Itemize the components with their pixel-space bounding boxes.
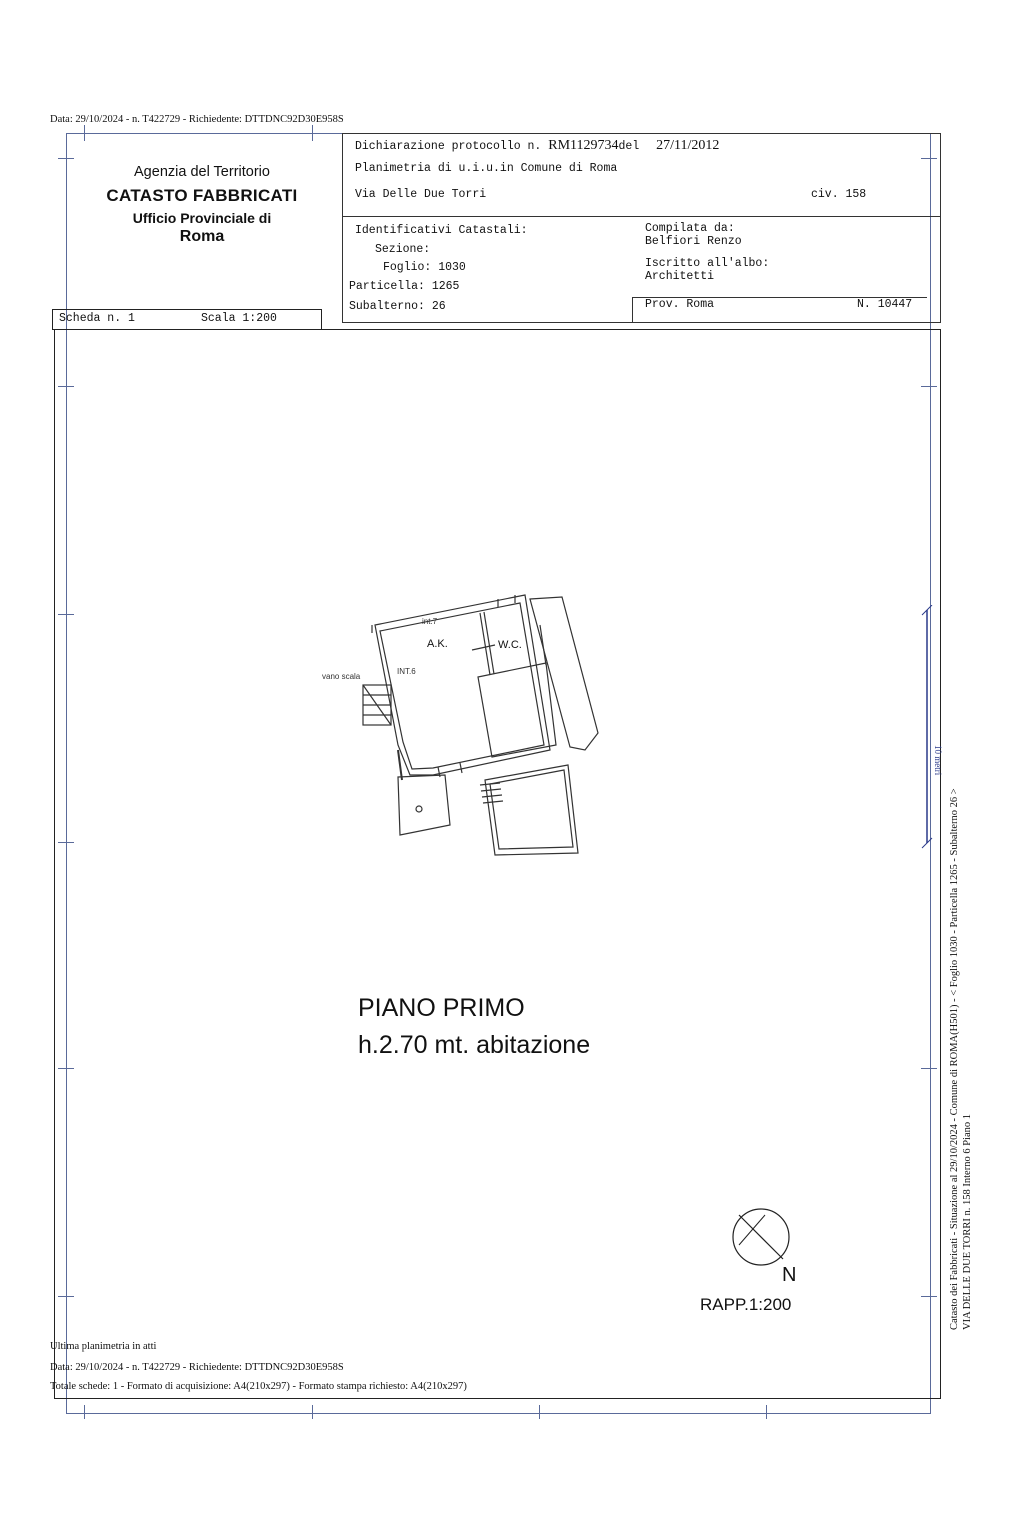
registration-tick xyxy=(539,1405,540,1419)
subalterno-field: Subalterno: 26 xyxy=(349,300,446,313)
compass-north-label: N xyxy=(782,1264,797,1286)
agency-header xyxy=(66,160,338,246)
planimetria-line: Planimetria di u.i.u.in Comune di Roma xyxy=(355,162,618,175)
wall-stub xyxy=(460,763,462,773)
del-label: del xyxy=(618,140,640,153)
request-info-top: Data: 29/10/2024 - n. T422729 - Richiedente: DTTDNC92D30E958S xyxy=(50,114,344,125)
floor-title xyxy=(358,990,590,1064)
box-divider xyxy=(632,298,633,322)
sezione-field: Sezione: xyxy=(375,243,431,256)
declaration-top-row xyxy=(343,134,940,217)
ultima-planimetria: Ultima planimetria in atti xyxy=(50,1341,157,1352)
registration-tick xyxy=(312,1405,313,1419)
annex-detail xyxy=(540,625,546,665)
partition-wall xyxy=(480,613,490,675)
terrace-inner xyxy=(490,770,573,849)
terrace-outline xyxy=(485,765,578,855)
plan-label-wc: W.C. xyxy=(498,639,522,651)
registration-tick xyxy=(58,158,74,159)
protocollo-number: RM1129734 xyxy=(548,138,619,153)
footer-formats: Totale schede: 1 - Formato di acquisizione: A4(210x297) - Formato stampa richiesto: A4(210x297) xyxy=(50,1381,467,1392)
drain-mark xyxy=(416,806,422,812)
albo-number: N. 10447 xyxy=(857,298,913,311)
side-line-1: Catasto dei Fabbricati - Situazione al 29/10/2024 - Comune di ROMA(H501) - < Foglio 1030 - Particella 1265 - Subalterno 26 > xyxy=(949,788,960,1330)
scheda-box xyxy=(52,309,322,330)
floor-name: PIANO PRIMO xyxy=(358,994,525,1022)
ufficio-label: Ufficio Provinciale di xyxy=(132,210,272,226)
declaration-bottom-row xyxy=(343,216,940,322)
protocollo-date: 27/11/2012 xyxy=(656,138,720,153)
side-cadastral-info xyxy=(948,788,974,1330)
registration-tick xyxy=(84,125,85,141)
balcony-outline xyxy=(398,775,450,835)
dichiarazione-prefix: Dichiarazione protocollo n. xyxy=(355,140,542,153)
catasto-title: CATASTO FABBRICATI xyxy=(106,186,298,205)
floor-plan-drawing xyxy=(300,585,620,865)
ufficio-city: Roma xyxy=(179,228,225,245)
north-compass-icon xyxy=(725,1205,815,1285)
compilata-name: Belfiori Renzo xyxy=(645,235,742,248)
iscritto-label: Iscritto all'albo: xyxy=(645,257,770,270)
registration-tick xyxy=(312,125,313,141)
annex-outline xyxy=(530,597,598,750)
scale-ruler xyxy=(915,605,945,850)
ruler-label: 10 metri xyxy=(933,745,943,776)
particella-field: Particella: 1265 xyxy=(349,280,460,293)
iscritto-value: Architetti xyxy=(645,270,715,283)
agency-name: Agenzia del Territorio xyxy=(134,164,270,180)
floor-height: h.2.70 mt. abitazione xyxy=(358,1031,591,1059)
plan-label-vano-scala: vano scala xyxy=(322,672,361,681)
declaration-box xyxy=(342,133,941,323)
partition-wall xyxy=(484,612,494,674)
plan-label-int7: int.7 xyxy=(422,617,438,626)
side-line-2: VIA DELLE DUE TORRI n. 158 Interno 6 Piano 1 xyxy=(962,1113,973,1330)
room-outline xyxy=(478,663,556,757)
scale-ratio: RAPP.1:200 xyxy=(700,1295,792,1314)
plan-label-int6: INT.6 xyxy=(397,667,416,676)
civic-number: civ. 158 xyxy=(811,188,867,201)
prov-field: Prov. Roma xyxy=(645,298,715,311)
apartment-inner-outline xyxy=(380,603,544,769)
foglio-field: Foglio: 1030 xyxy=(383,261,466,274)
door-mark xyxy=(472,645,495,650)
address-line: Via Delle Due Torri xyxy=(355,188,487,201)
scala-label: Scala 1:200 xyxy=(201,312,277,325)
registration-tick xyxy=(766,1405,767,1419)
scheda-label: Scheda n. 1 xyxy=(59,312,135,325)
footer-info xyxy=(50,1340,467,1393)
plan-label-ak: A.K. xyxy=(427,638,448,650)
dichiarazione-line xyxy=(355,138,719,154)
compilata-label: Compilata da: xyxy=(645,222,735,235)
footer-request-info: Data: 29/10/2024 - n. T422729 - Richiedente: DTTDNC92D30E958S xyxy=(50,1362,344,1373)
registration-tick xyxy=(84,1405,85,1419)
identificativi-label: Identificativi Catastali: xyxy=(355,224,528,237)
